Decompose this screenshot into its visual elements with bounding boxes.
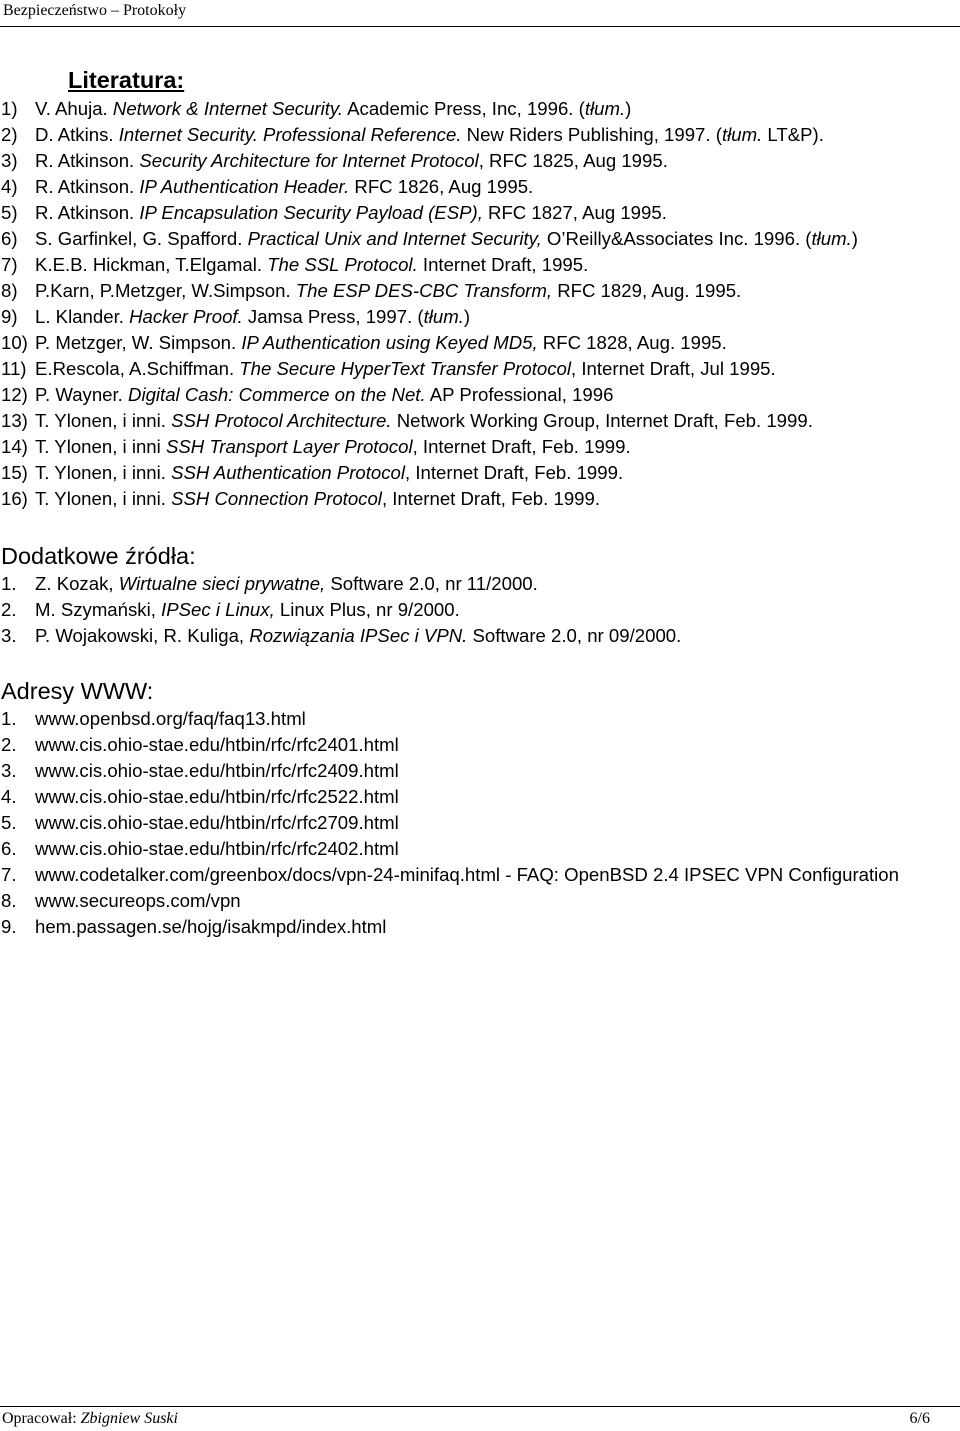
header-title: Bezpieczeństwo – Protokoły bbox=[3, 2, 187, 19]
item-text bbox=[35, 708, 306, 729]
footer-author: Zbigniew Suski bbox=[80, 1410, 178, 1427]
footer-page-number: 6/6 bbox=[909, 1410, 930, 1427]
item-text-part: Network Working Group, Internet Draft, Feb. 1999. bbox=[391, 410, 813, 431]
adresy-item bbox=[0, 758, 950, 784]
item-number: 5) bbox=[1, 202, 18, 223]
item-number: 2. bbox=[1, 599, 17, 620]
item-text-part: New Riders Publishing, 1997. ( bbox=[461, 124, 722, 145]
literatura-item bbox=[0, 174, 950, 200]
item-title: IP Encapsulation Security Payload (ESP), bbox=[139, 202, 483, 223]
item-number: 3. bbox=[1, 625, 17, 646]
item-title: Practical Unix and Internet Security, bbox=[247, 228, 542, 249]
item-title: SSH Protocol Architecture. bbox=[171, 410, 392, 431]
literatura-item bbox=[0, 434, 950, 460]
item-text-part: R. Atkinson. bbox=[35, 150, 140, 171]
item-title: SSH Transport Layer Protocol bbox=[165, 436, 413, 457]
item-number: 7. bbox=[1, 864, 17, 885]
item-text bbox=[35, 864, 899, 885]
item-text-part: www.cis.ohio-stae.edu/htbin/rfc/rfc2401.html bbox=[35, 734, 399, 755]
item-number: 11) bbox=[1, 358, 27, 379]
item-text-part: www.cis.ohio-stae.edu/htbin/rfc/rfc2522.html bbox=[35, 786, 399, 807]
item-title: tłum. bbox=[584, 98, 626, 119]
item-text-part: Software 2.0, nr 11/2000. bbox=[325, 573, 538, 594]
item-text-part: P. Wayner. bbox=[35, 384, 129, 405]
item-number: 15) bbox=[1, 462, 28, 483]
item-text bbox=[35, 488, 600, 509]
literatura-list bbox=[0, 96, 950, 512]
adresy-item bbox=[0, 784, 950, 810]
item-text-part: Software 2.0, nr 09/2000. bbox=[467, 625, 682, 646]
adresy-item bbox=[0, 706, 950, 732]
item-title: tłum. bbox=[423, 306, 464, 327]
literatura-item bbox=[0, 382, 950, 408]
literatura-item bbox=[0, 252, 950, 278]
item-number: 16) bbox=[1, 488, 28, 509]
item-number: 8) bbox=[1, 280, 18, 301]
item-text-part: Jamsa Press, 1997. ( bbox=[242, 306, 424, 327]
item-title: SSH Connection Protocol bbox=[171, 488, 382, 509]
item-text-part: www.secureops.com/vpn bbox=[35, 890, 241, 911]
item-number: 4. bbox=[1, 786, 17, 807]
item-text-part: P. Metzger, W. Simpson. bbox=[35, 332, 242, 353]
item-text-part: O’Reilly&Associates Inc. 1996. ( bbox=[541, 228, 812, 249]
item-text-part: T. Ylonen, i inni bbox=[35, 436, 166, 457]
item-text bbox=[35, 573, 538, 594]
item-text bbox=[35, 124, 824, 145]
item-text bbox=[35, 150, 668, 171]
item-text bbox=[35, 462, 623, 483]
adresy-www-heading: Adresy WWW: bbox=[1, 678, 154, 704]
item-number: 7) bbox=[1, 254, 18, 275]
item-text bbox=[35, 786, 399, 807]
item-text-part: R. Atkinson. bbox=[35, 202, 140, 223]
adresy-item bbox=[0, 862, 950, 888]
item-text bbox=[35, 306, 470, 327]
literatura-item bbox=[0, 408, 950, 434]
item-number: 10) bbox=[1, 332, 28, 353]
item-text-part: www.codetalker.com/greenbox/docs/vpn-24-minifaq.html - FAQ: OpenBSD 2.4 IPSEC VPN Configuration bbox=[35, 864, 899, 885]
page-footer bbox=[0, 1406, 960, 1431]
item-text-part: T. Ylonen, i inni. bbox=[35, 462, 172, 483]
item-title: The SSL Protocol. bbox=[267, 254, 418, 275]
item-number: 9) bbox=[1, 306, 18, 327]
item-text-part: RFC 1829, Aug. 1995. bbox=[552, 280, 742, 301]
item-text bbox=[35, 838, 399, 859]
page-header bbox=[0, 0, 960, 27]
item-title: tłum. bbox=[721, 124, 763, 145]
item-text bbox=[35, 760, 399, 781]
item-text-part: RFC 1826, Aug 1995. bbox=[349, 176, 534, 197]
item-text-part: RFC 1828, Aug. 1995. bbox=[537, 332, 727, 353]
item-text bbox=[35, 358, 776, 379]
item-title: Security Architecture for Internet Protocol bbox=[139, 150, 479, 171]
adresy-www-list bbox=[0, 706, 950, 940]
item-text bbox=[35, 98, 631, 119]
item-number: 1. bbox=[1, 573, 17, 594]
literatura-item bbox=[0, 304, 950, 330]
item-text-part: , RFC 1825, Aug 1995. bbox=[478, 150, 668, 171]
dodatkowe-item bbox=[0, 597, 950, 623]
item-text bbox=[35, 599, 460, 620]
footer-author-block bbox=[2, 1408, 178, 1430]
item-number: 2) bbox=[1, 124, 18, 145]
literatura-item bbox=[0, 278, 950, 304]
item-text-part: T. Ylonen, i inni. bbox=[35, 410, 172, 431]
item-title: IP Authentication Header. bbox=[139, 176, 350, 197]
item-number: 3) bbox=[1, 150, 18, 171]
item-text bbox=[35, 384, 613, 405]
item-text-part: ) bbox=[625, 98, 632, 119]
item-text-part: , Internet Draft, Feb. 1999. bbox=[381, 488, 601, 509]
item-text bbox=[35, 280, 741, 301]
adresy-item bbox=[0, 836, 950, 862]
item-text-part: RFC 1827, Aug 1995. bbox=[482, 202, 667, 223]
item-title: The ESP DES-CBC Transform, bbox=[295, 280, 553, 301]
item-title: Digital Cash: Commerce on the Net. bbox=[128, 384, 426, 405]
item-text-part: , Internet Draft, Feb. 1999. bbox=[412, 436, 631, 457]
item-text-part: K.E.B. Hickman, T.Elgamal. bbox=[35, 254, 268, 275]
item-title: tłum. bbox=[811, 228, 852, 249]
item-text-part: www.cis.ohio-stae.edu/htbin/rfc/rfc2409.html bbox=[35, 760, 399, 781]
dodatkowe-zrodla-heading: Dodatkowe źródła: bbox=[1, 543, 196, 569]
item-text bbox=[35, 176, 533, 197]
dodatkowe-item bbox=[0, 571, 950, 597]
item-text bbox=[35, 254, 588, 275]
item-text-part: Z. Kozak, bbox=[35, 573, 119, 594]
item-text bbox=[35, 436, 631, 457]
item-number: 1) bbox=[1, 98, 18, 119]
item-title: Internet Security. Professional Reference. bbox=[118, 124, 462, 145]
item-text-part: R. Atkinson. bbox=[35, 176, 140, 197]
item-number: 5. bbox=[1, 812, 17, 833]
document-body bbox=[0, 64, 950, 940]
item-text-part: Internet Draft, 1995. bbox=[417, 254, 589, 275]
item-number: 2. bbox=[1, 734, 17, 755]
item-number: 9. bbox=[1, 916, 17, 937]
item-title: Wirtualne sieci prywatne, bbox=[118, 573, 326, 594]
item-text-part: S. Garfinkel, G. Spafford. bbox=[35, 228, 248, 249]
item-text bbox=[35, 410, 813, 431]
item-text-part: V. Ahuja. bbox=[35, 98, 113, 119]
item-number: 13) bbox=[1, 410, 28, 431]
item-text-part: www.cis.ohio-stae.edu/htbin/rfc/rfc2402.html bbox=[35, 838, 399, 859]
item-text bbox=[35, 812, 399, 833]
footer-label: Opracował: bbox=[2, 1410, 81, 1427]
literatura-item bbox=[0, 148, 950, 174]
item-text-part: T. Ylonen, i inni. bbox=[35, 488, 172, 509]
literatura-item bbox=[0, 330, 950, 356]
item-text-part: M. Szymański, bbox=[35, 599, 162, 620]
literatura-item bbox=[0, 96, 950, 122]
item-text-part: www.cis.ohio-stae.edu/htbin/rfc/rfc2709.html bbox=[35, 812, 399, 833]
item-number: 1. bbox=[1, 708, 17, 729]
item-title: IPSec i Linux, bbox=[161, 599, 275, 620]
item-text bbox=[35, 734, 399, 755]
item-title: Network & Internet Security. bbox=[112, 98, 343, 119]
item-number: 12) bbox=[1, 384, 28, 405]
adresy-item bbox=[0, 810, 950, 836]
item-text-part: D. Atkins. bbox=[35, 124, 119, 145]
literatura-item bbox=[0, 200, 950, 226]
item-title: Rozwiązania IPSec i VPN. bbox=[249, 625, 468, 646]
item-text-part: P. Wojakowski, R. Kuliga, bbox=[35, 625, 250, 646]
item-text bbox=[35, 228, 858, 249]
literatura-heading: Literatura: bbox=[68, 67, 185, 93]
item-number: 6) bbox=[1, 228, 18, 249]
item-number: 14) bbox=[1, 436, 28, 457]
item-text-part: , Internet Draft, Jul 1995. bbox=[571, 358, 776, 379]
item-text-part: L. Klander. bbox=[35, 306, 130, 327]
item-text-part: AP Professional, 1996 bbox=[425, 384, 614, 405]
adresy-item bbox=[0, 888, 950, 914]
item-text-part: hem.passagen.se/hojg/isakmpd/index.html bbox=[35, 916, 387, 937]
literatura-item bbox=[0, 226, 950, 252]
item-number: 4) bbox=[1, 176, 18, 197]
item-number: 3. bbox=[1, 760, 17, 781]
item-text bbox=[35, 916, 386, 937]
item-text bbox=[35, 625, 681, 646]
item-text bbox=[35, 332, 727, 353]
literatura-item bbox=[0, 460, 950, 486]
literatura-item bbox=[0, 486, 950, 512]
item-text-part: P.Karn, P.Metzger, W.Simpson. bbox=[35, 280, 296, 301]
item-text-part: E.Rescola, A.Schiffman. bbox=[35, 358, 240, 379]
literatura-item bbox=[0, 122, 950, 148]
item-text-part: ) bbox=[463, 306, 471, 327]
item-number: 6. bbox=[1, 838, 17, 859]
item-text-part: ) bbox=[851, 228, 858, 249]
item-title: IP Authentication using Keyed MD5, bbox=[241, 332, 538, 353]
literatura-item bbox=[0, 356, 950, 382]
dodatkowe-zrodla-list bbox=[0, 571, 950, 649]
adresy-item bbox=[0, 914, 950, 940]
item-text bbox=[35, 890, 241, 911]
item-title: SSH Authentication Protocol bbox=[171, 462, 406, 483]
item-text-part: Academic Press, Inc, 1996. ( bbox=[343, 98, 585, 119]
item-title: Hacker Proof. bbox=[129, 306, 243, 327]
item-text-part: Linux Plus, nr 9/2000. bbox=[274, 599, 460, 620]
dodatkowe-item bbox=[0, 623, 950, 649]
item-title: The Secure HyperText Transfer Protocol bbox=[239, 358, 572, 379]
item-number: 8. bbox=[1, 890, 17, 911]
item-text-part: , Internet Draft, Feb. 1999. bbox=[405, 462, 624, 483]
item-text-part: LT&P). bbox=[762, 124, 824, 145]
adresy-item bbox=[0, 732, 950, 758]
item-text bbox=[35, 202, 667, 223]
item-text-part: www.openbsd.org/faq/faq13.html bbox=[35, 708, 306, 729]
